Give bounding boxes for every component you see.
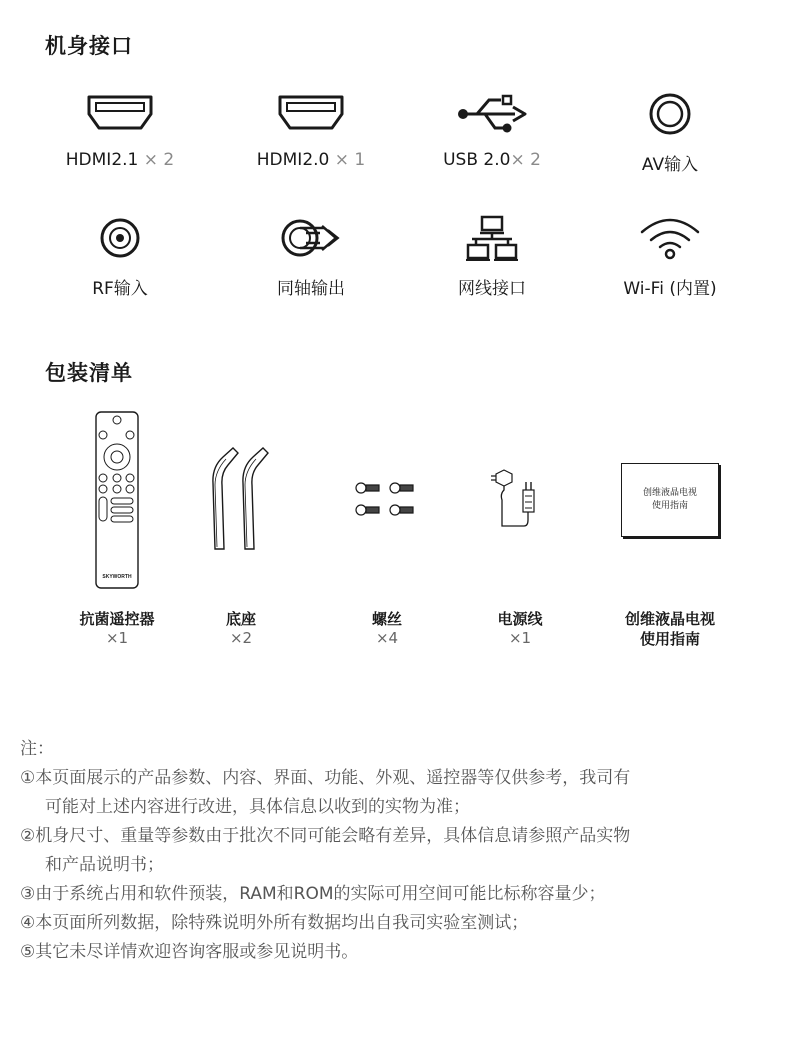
port-label: HDMI2.1 (65, 150, 139, 170)
port-label: HDMI2.0 (256, 150, 330, 170)
package-item-manual (595, 405, 745, 649)
item-name: 创维液晶电视 使用指南 (624, 610, 715, 648)
note-line: ②机身尺寸、重量等参数由于批次不同可能会略有差异，具体信息请参照产品实物 (20, 826, 631, 846)
port-qty: × 2 (143, 150, 175, 170)
note-line: ③由于系统占用和软件预装，RAM和ROM的实际可用空间可能比标称容量少； (20, 884, 606, 904)
screws-icon (312, 405, 462, 595)
port-rf (30, 208, 210, 299)
port-hdmi21 (30, 84, 210, 170)
note-line: 和产品说明书； (45, 855, 164, 875)
item-qty: ×1 (508, 629, 532, 647)
package-item-stand (166, 405, 316, 647)
power-cable-icon (445, 405, 595, 595)
port-label: AV输入 (641, 155, 699, 175)
note-line: 可能对上述内容进行改进，具体信息以收到的实物为准； (45, 797, 470, 817)
rf-icon (30, 208, 210, 268)
port-lan (402, 208, 582, 299)
stand-icon (166, 405, 316, 595)
item-qty: ×4 (375, 629, 399, 647)
manual-cover-subtitle: 使用指南 (651, 501, 688, 511)
port-qty: × 1 (329, 150, 366, 170)
note-line: ④本页面所列数据，除特殊说明外所有数据均出自我司实验室测试； (20, 913, 529, 933)
package-item-power-cable (445, 405, 595, 647)
notes-heading: 注： (20, 739, 54, 759)
manual-cover-title: 创维液晶电视 (642, 488, 697, 498)
port-wifi (580, 208, 760, 299)
port-label: RF输入 (92, 279, 148, 299)
note-line: ⑤其它未尽详情欢迎咨询客服或参见说明书。 (20, 942, 359, 962)
item-name: 螺丝 (371, 610, 402, 628)
port-label: 同轴输出 (277, 279, 345, 299)
port-coaxial (221, 208, 401, 299)
port-usb (402, 84, 582, 170)
port-hdmi20 (221, 84, 401, 170)
interfaces-title: 机身接口 (45, 34, 133, 58)
item-name: 电源线 (497, 610, 543, 628)
port-label: USB 2.0 (443, 150, 511, 170)
port-label: Wi-Fi (内置) (623, 279, 717, 299)
coaxial-icon (221, 208, 401, 268)
manual-icon (595, 405, 745, 595)
hdmi-icon (221, 84, 401, 144)
port-label: 网线接口 (458, 279, 526, 299)
note-line: ①本页面展示的产品参数、内容、界面、功能、外观、遥控器等仅供参考，我司有 (20, 768, 631, 788)
av-icon (580, 84, 760, 144)
lan-icon (402, 208, 582, 268)
item-qty: ×1 (105, 629, 129, 647)
notes (20, 735, 775, 967)
package-item-screws (312, 405, 462, 647)
package-title: 包装清单 (45, 361, 133, 385)
port-qty: × 2 (510, 150, 541, 170)
item-name: 底座 (225, 610, 256, 628)
hdmi-icon (30, 84, 210, 144)
remote-brand: SKYWORTH (102, 574, 132, 580)
port-av (580, 84, 760, 175)
item-name: 抗菌遥控器 (79, 610, 155, 628)
usb-icon (402, 84, 582, 144)
item-qty: ×2 (229, 629, 253, 647)
wifi-icon (580, 208, 760, 268)
